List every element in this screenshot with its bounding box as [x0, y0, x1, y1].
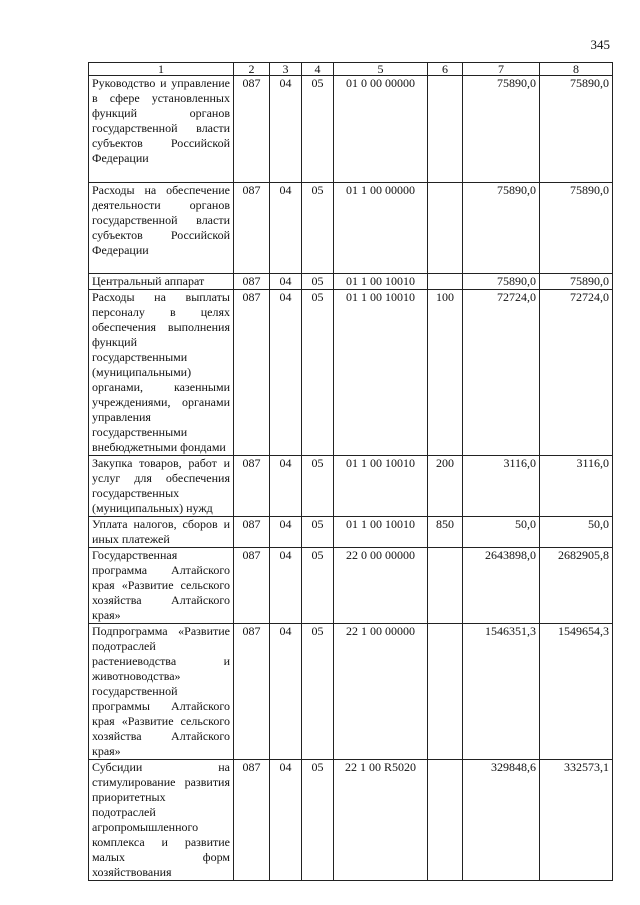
- row-subsection: 05: [302, 548, 334, 624]
- header-cell: 6: [428, 63, 463, 76]
- row-expense-type: [428, 760, 463, 881]
- row-subsection: 05: [302, 76, 334, 183]
- row-subsection: 05: [302, 624, 334, 760]
- row-expense-type: [428, 624, 463, 760]
- row-amount-1: 329848,6: [463, 760, 540, 881]
- row-subsection: 05: [302, 760, 334, 881]
- budget-table: [88, 62, 613, 881]
- row-amount-1: 2643898,0: [463, 548, 540, 624]
- row-subsection: 05: [302, 274, 334, 290]
- row-section: 04: [270, 548, 302, 624]
- row-name: Субсидии на стимулирование развития приоритетных подотраслей агропромышленного комплекса и развитие малых форм хозяйствования: [89, 760, 234, 881]
- row-name: Руководство и управление в сфере установленных функций органов государственной власти субъектов Российской Федерации: [89, 76, 234, 183]
- row-name: Подпрограмма «Развитие подотраслей растениеводства и животноводства» государственной программы Алтайского края «Развитие сельского хозяйства Алтайского края»: [89, 624, 234, 760]
- row-section: 04: [270, 760, 302, 881]
- row-target-code: 22 1 00 00000: [334, 624, 428, 760]
- row-ministry: 087: [234, 274, 270, 290]
- table-row: [89, 456, 613, 517]
- row-target-code: 01 1 00 10010: [334, 456, 428, 517]
- header-cell: 5: [334, 63, 428, 76]
- row-ministry: 087: [234, 548, 270, 624]
- row-subsection: 05: [302, 183, 334, 274]
- table-row: [89, 274, 613, 290]
- row-amount-2: 72724,0: [540, 290, 613, 456]
- row-name: Расходы на обеспечение деятельности органов государственной власти субъектов Российской Федерации: [89, 183, 234, 274]
- row-amount-1: 75890,0: [463, 183, 540, 274]
- row-target-code: 01 1 00 00000: [334, 183, 428, 274]
- header-cell: 1: [89, 63, 234, 76]
- row-target-code: 01 0 00 00000: [334, 76, 428, 183]
- row-subsection: 05: [302, 517, 334, 548]
- row-ministry: 087: [234, 76, 270, 183]
- header-cell: 4: [302, 63, 334, 76]
- row-expense-type: [428, 548, 463, 624]
- row-target-code: 01 1 00 10010: [334, 290, 428, 456]
- table-row: [89, 183, 613, 274]
- row-ministry: 087: [234, 183, 270, 274]
- row-expense-type: 100: [428, 290, 463, 456]
- header-row: [89, 63, 613, 76]
- row-expense-type: [428, 274, 463, 290]
- row-amount-1: 50,0: [463, 517, 540, 548]
- row-expense-type: 850: [428, 517, 463, 548]
- row-amount-1: 75890,0: [463, 76, 540, 183]
- row-name: Уплата налогов, сборов и иных платежей: [89, 517, 234, 548]
- header-cell: 8: [540, 63, 613, 76]
- row-amount-2: 3116,0: [540, 456, 613, 517]
- row-target-code: 01 1 00 10010: [334, 517, 428, 548]
- row-target-code: 22 1 00 R5020: [334, 760, 428, 881]
- row-section: 04: [270, 517, 302, 548]
- row-amount-1: 72724,0: [463, 290, 540, 456]
- row-name: Расходы на выплаты персоналу в целях обеспечения выполнения функций государственными (муниципальными) органами, казенными учреждениями, органами управления государственными внебюджетными фондами: [89, 290, 234, 456]
- row-ministry: 087: [234, 760, 270, 881]
- row-section: 04: [270, 624, 302, 760]
- row-section: 04: [270, 290, 302, 456]
- row-section: 04: [270, 76, 302, 183]
- row-ministry: 087: [234, 290, 270, 456]
- table-row: [89, 76, 613, 183]
- row-amount-2: 75890,0: [540, 76, 613, 183]
- table-row: [89, 624, 613, 760]
- table-row: [89, 517, 613, 548]
- header-cell: 7: [463, 63, 540, 76]
- header-cell: 3: [270, 63, 302, 76]
- row-amount-2: 50,0: [540, 517, 613, 548]
- row-amount-1: 75890,0: [463, 274, 540, 290]
- row-amount-2: 332573,1: [540, 760, 613, 881]
- table-row: [89, 548, 613, 624]
- row-amount-1: 1546351,3: [463, 624, 540, 760]
- row-amount-2: 1549654,3: [540, 624, 613, 760]
- row-amount-1: 3116,0: [463, 456, 540, 517]
- table-row: [89, 290, 613, 456]
- page-number: 345: [590, 37, 610, 52]
- row-ministry: 087: [234, 624, 270, 760]
- row-target-code: 22 0 00 00000: [334, 548, 428, 624]
- row-ministry: 087: [234, 456, 270, 517]
- row-name: Закупка товаров, работ и услуг для обеспечения государственных (муниципальных) нужд: [89, 456, 234, 517]
- row-ministry: 087: [234, 517, 270, 548]
- row-expense-type: [428, 183, 463, 274]
- row-section: 04: [270, 274, 302, 290]
- header-cell: 2: [234, 63, 270, 76]
- row-amount-2: 75890,0: [540, 274, 613, 290]
- row-section: 04: [270, 456, 302, 517]
- row-amount-2: 2682905,8: [540, 548, 613, 624]
- row-name: Государственная программа Алтайского края «Развитие сельского хозяйства Алтайского края»: [89, 548, 234, 624]
- row-subsection: 05: [302, 290, 334, 456]
- row-subsection: 05: [302, 456, 334, 517]
- row-amount-2: 75890,0: [540, 183, 613, 274]
- row-target-code: 01 1 00 10010: [334, 274, 428, 290]
- row-expense-type: 200: [428, 456, 463, 517]
- row-section: 04: [270, 183, 302, 274]
- row-name: Центральный аппарат: [89, 274, 234, 290]
- row-expense-type: [428, 76, 463, 183]
- table-row: [89, 760, 613, 881]
